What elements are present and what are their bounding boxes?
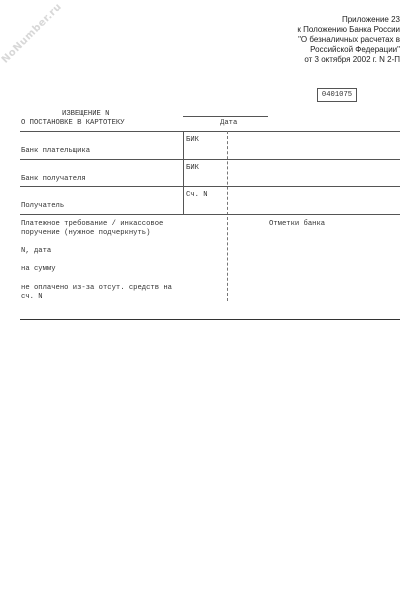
number-date-label: N, дата [21, 247, 52, 255]
bik-label-1: БИК [186, 136, 199, 144]
appendix-line-3: "О безналичных расчетах в [298, 35, 400, 44]
appendix-line-2: к Положению Банка России [297, 25, 400, 34]
row-divider-2 [20, 186, 400, 187]
bik-column-border [183, 131, 184, 215]
payer-bank-label: Банк плательщика [21, 147, 91, 155]
form-code-box: 0401075 [317, 88, 357, 102]
date-label: Дата [220, 119, 238, 127]
appendix-block [297, 15, 400, 65]
bik-label-2: БИК [186, 164, 199, 172]
notice-title: ИЗВЕЩЕНИЕ N [62, 110, 110, 118]
unpaid-line-2: сч. N [21, 293, 43, 301]
amount-label: на сумму [21, 265, 56, 273]
table-bottom-border [20, 319, 400, 320]
row-divider-1 [20, 159, 400, 160]
doc-type-line-1: Платежное требование / инкассовое [21, 220, 164, 228]
bank-marks-label: Отметки банка [269, 220, 326, 228]
appendix-line-5: от 3 октября 2002 г. N 2-П [304, 55, 400, 64]
watermark: NoNumber.ru [0, 1, 65, 66]
date-line [183, 116, 268, 117]
appendix-line-1: Приложение 23 [341, 15, 400, 24]
table-top-border [20, 131, 400, 132]
account-label: Сч. N [186, 191, 208, 199]
receiver-bank-label: Банк получателя [21, 175, 86, 183]
row-divider-3 [20, 214, 400, 215]
doc-type-line-2: поручение (нужное подчеркнуть) [21, 229, 151, 237]
appendix-line-4: Российской Федерации" [310, 45, 400, 54]
unpaid-line-1: не оплачено из-за отсут. средств на [21, 284, 172, 292]
right-column-divider [227, 131, 228, 301]
receiver-label: Получатель [21, 202, 65, 210]
notice-subtitle: О ПОСТАНОВКЕ В КАРТОТЕКУ [21, 119, 125, 127]
